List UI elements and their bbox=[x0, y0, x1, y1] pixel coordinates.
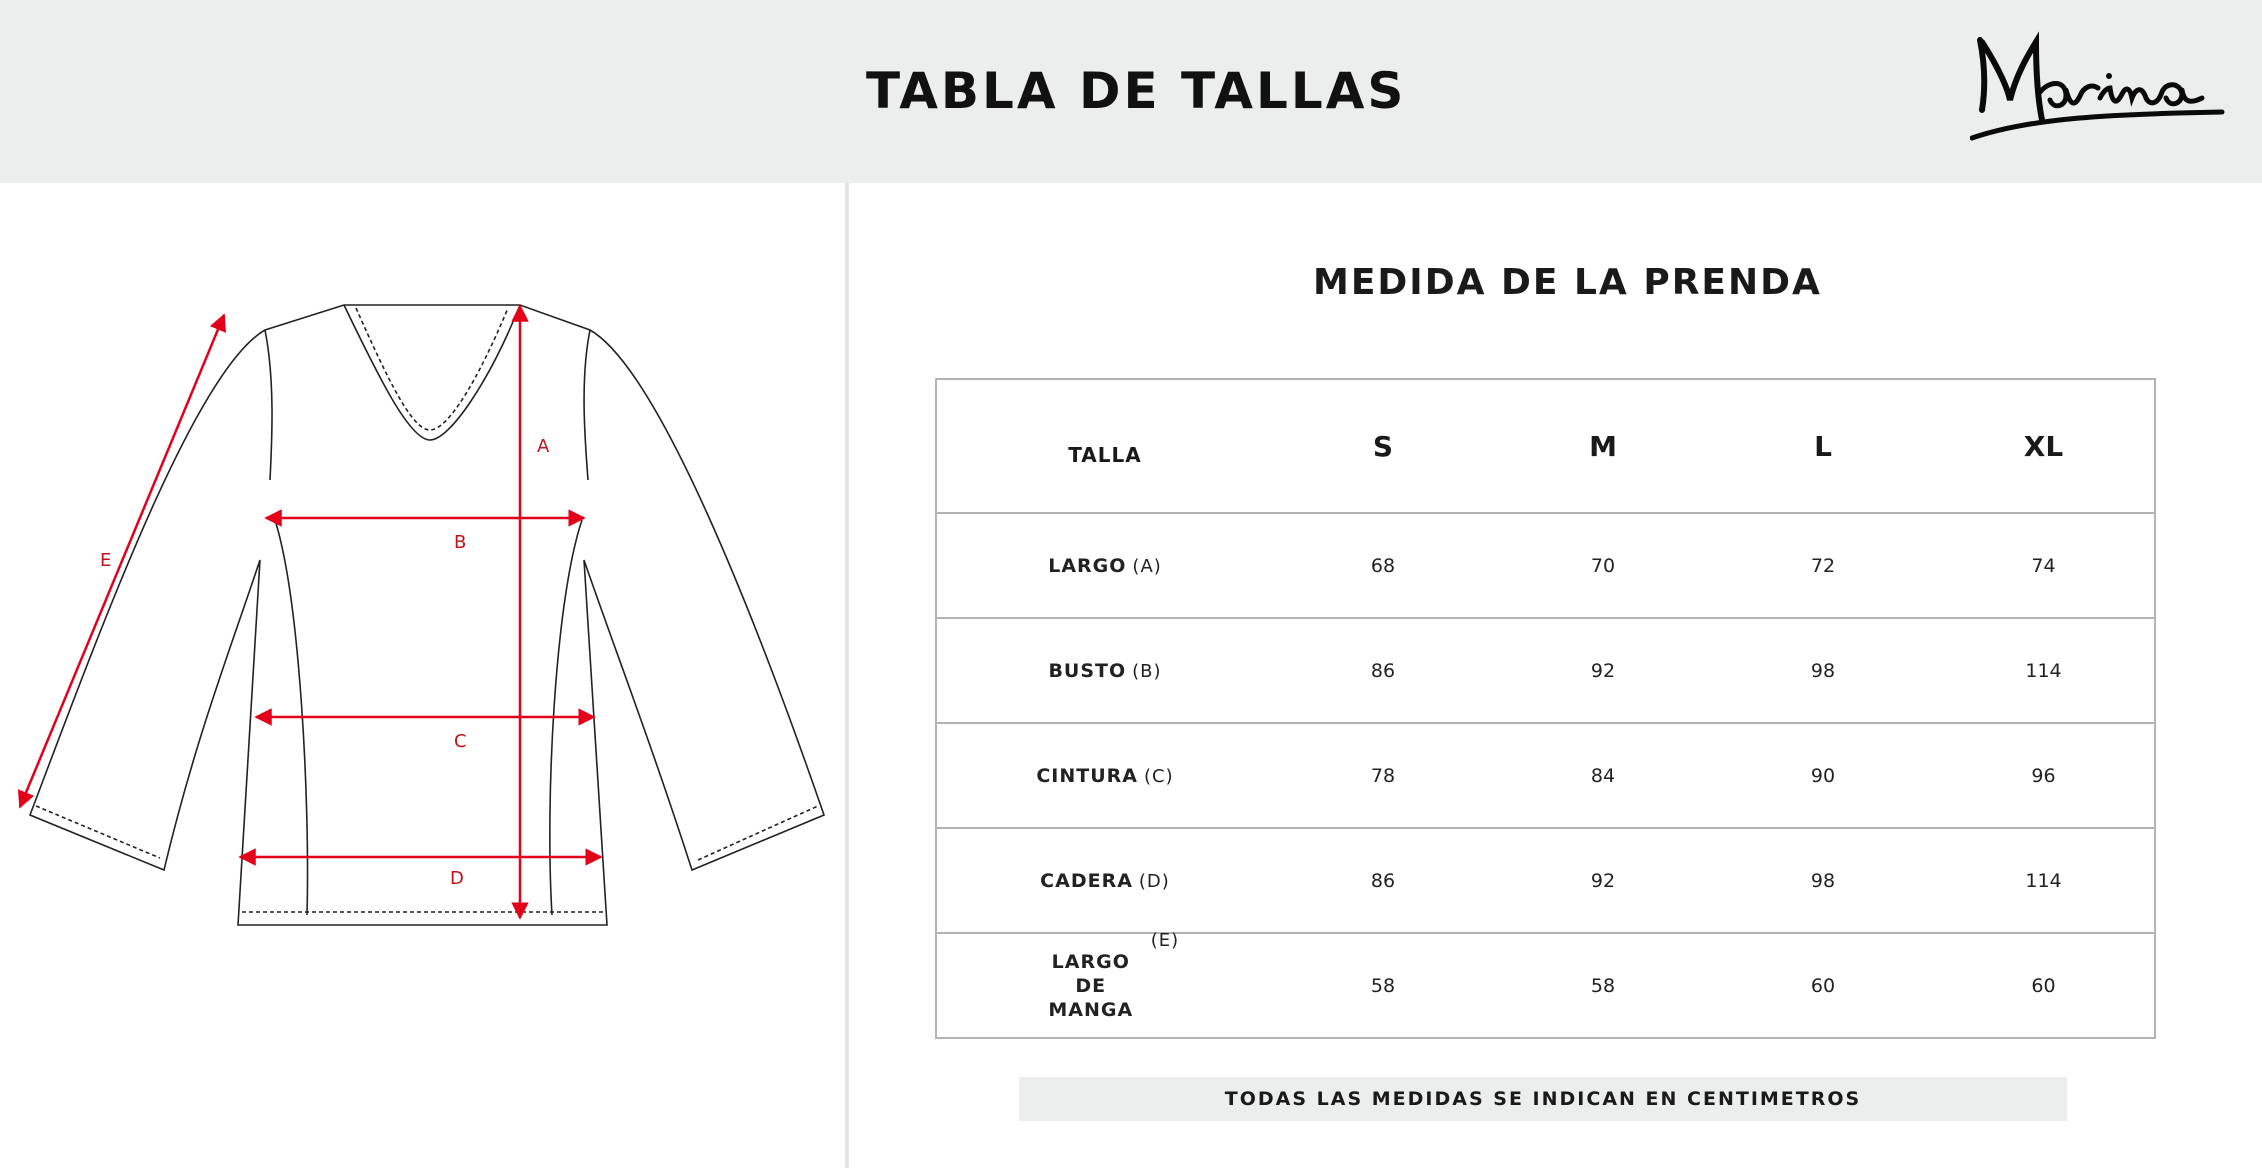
row-label-largo-de-manga: LARGO DE MANGA(E) bbox=[936, 933, 1273, 1038]
dimension-e-line bbox=[20, 315, 224, 807]
table-row bbox=[936, 618, 2155, 723]
header-size-m: M bbox=[1493, 379, 1713, 513]
marina-logo bbox=[1970, 30, 2230, 155]
cell-value: 86 bbox=[1273, 828, 1493, 933]
header-size-l: L bbox=[1713, 379, 1933, 513]
row-label-largo: LARGO (A) bbox=[936, 513, 1273, 618]
measurement-note: TODAS LAS MEDIDAS SE INDICAN EN CENTIMETROS bbox=[1019, 1077, 2067, 1121]
table-row bbox=[936, 933, 2155, 1038]
cell-value: 98 bbox=[1713, 828, 1933, 933]
cell-value: 84 bbox=[1493, 723, 1713, 828]
cell-value: 96 bbox=[1933, 723, 2155, 828]
dimension-a-label: A bbox=[537, 436, 550, 457]
page-title: TABLA DE TALLAS bbox=[866, 62, 1407, 120]
dimension-b-label: B bbox=[454, 532, 467, 553]
cell-value: 92 bbox=[1493, 618, 1713, 723]
table-row bbox=[936, 828, 2155, 933]
garment-outline bbox=[30, 305, 824, 925]
cell-value: 58 bbox=[1493, 933, 1713, 1038]
cell-value: 98 bbox=[1713, 618, 1933, 723]
dimension-c-label: C bbox=[454, 731, 467, 752]
cell-value: 60 bbox=[1933, 933, 2155, 1038]
cell-value: 114 bbox=[1933, 828, 2155, 933]
dimension-arrows bbox=[20, 306, 601, 918]
cell-value: 90 bbox=[1713, 723, 1933, 828]
table-header-row bbox=[936, 379, 2155, 513]
logo-text: Marina bbox=[1970, 30, 1974, 31]
header-talla: TALLA bbox=[936, 379, 1273, 513]
section-title: MEDIDA DE LA PRENDA bbox=[1313, 262, 1822, 303]
cell-value: 74 bbox=[1933, 513, 2155, 618]
row-label-cadera: CADERA (D) bbox=[936, 828, 1273, 933]
cell-value: 58 bbox=[1273, 933, 1493, 1038]
size-table bbox=[935, 378, 2156, 1039]
cell-value: 70 bbox=[1493, 513, 1713, 618]
dimension-d-label: D bbox=[450, 868, 464, 889]
table-row bbox=[936, 513, 2155, 618]
header-size-xl: XL bbox=[1933, 379, 2155, 513]
cell-value: 114 bbox=[1933, 618, 2155, 723]
cell-value: 72 bbox=[1713, 513, 1933, 618]
row-label-busto: BUSTO (B) bbox=[936, 618, 1273, 723]
cell-value: 78 bbox=[1273, 723, 1493, 828]
garment-sketch bbox=[0, 285, 840, 945]
cell-value: 92 bbox=[1493, 828, 1713, 933]
cell-value: 86 bbox=[1273, 618, 1493, 723]
header-band bbox=[0, 0, 2262, 183]
dimension-e-label: E bbox=[100, 550, 112, 571]
header-size-s: S bbox=[1273, 379, 1493, 513]
column-divider bbox=[845, 183, 849, 1168]
cell-value: 68 bbox=[1273, 513, 1493, 618]
cell-value: 60 bbox=[1713, 933, 1933, 1038]
table-row bbox=[936, 723, 2155, 828]
row-label-cintura: CINTURA (C) bbox=[936, 723, 1273, 828]
